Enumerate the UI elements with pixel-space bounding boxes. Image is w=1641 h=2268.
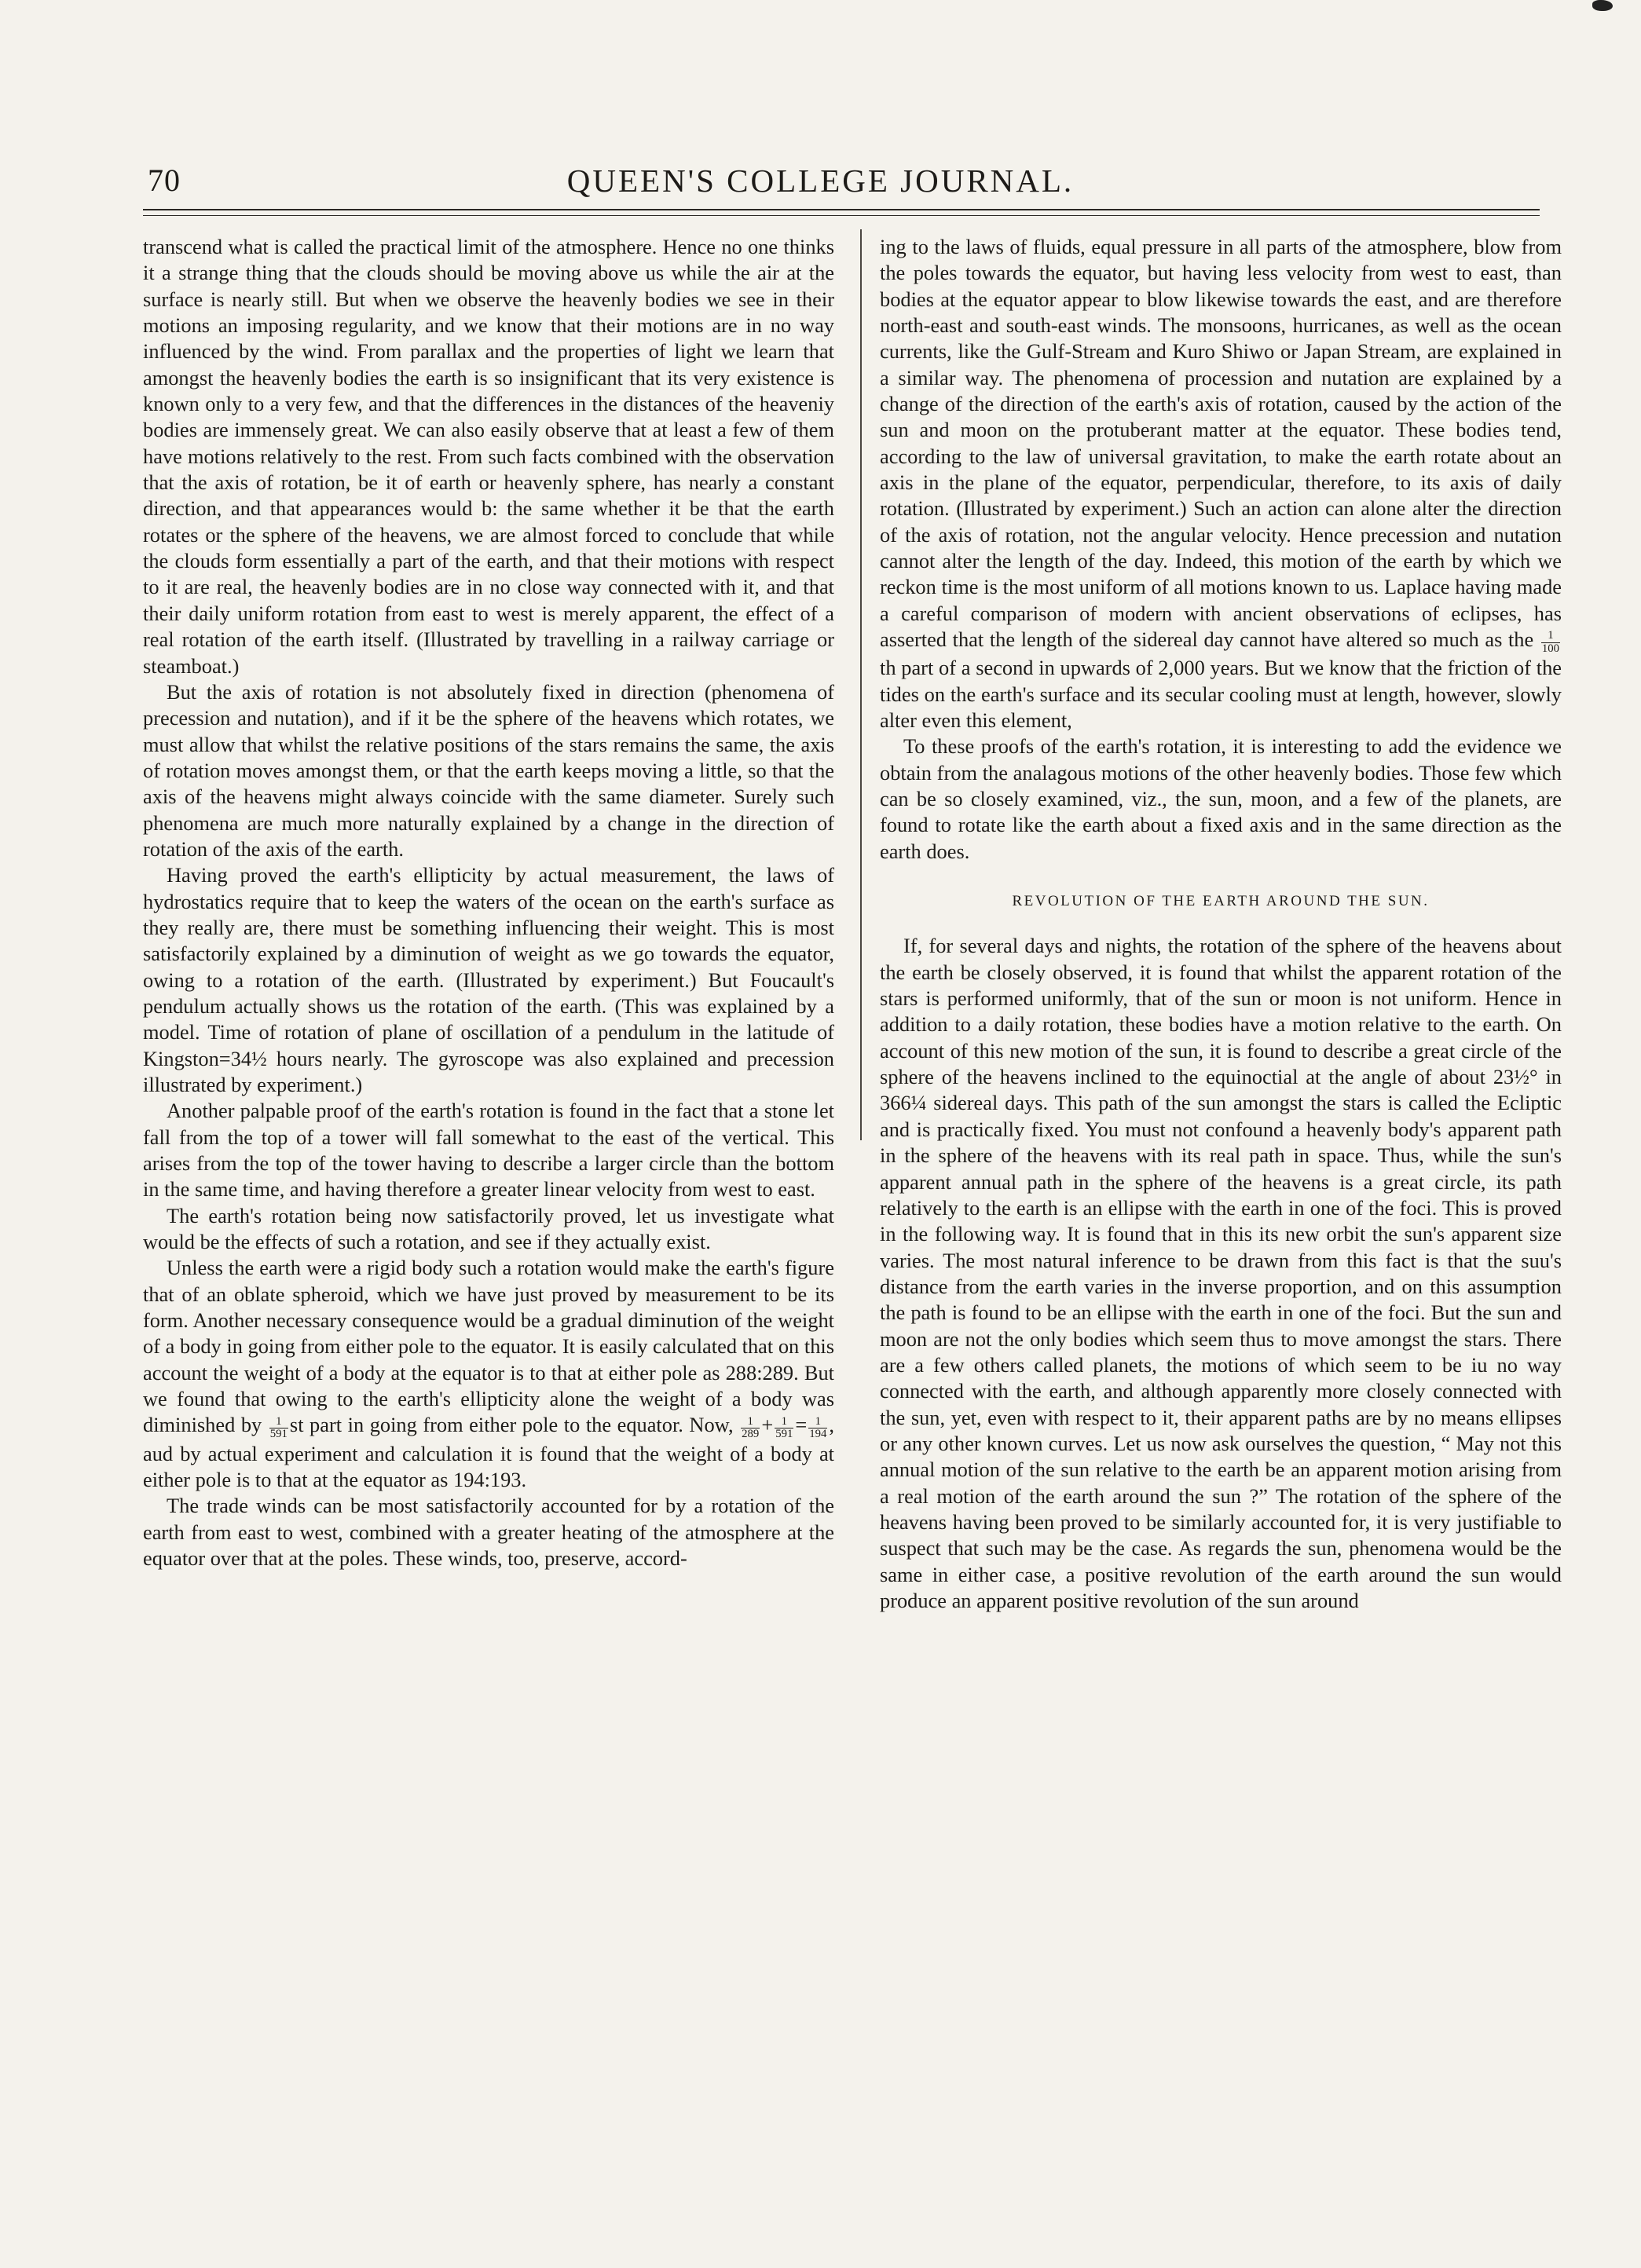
text-run: But the axis of rotation is not absolutely fixed in direction (phenomena of precession and nutation), and if it be the sphere of the heavens which rotates, we must allow that whilst the relative positions of the stars remains the same, the axis of rotation moves amongst them, or that the earth keeps moving a little, so that the axis of the heavens might always coincide with the same diameter. Surely such phenomena are much more naturally explained by a change in the direction of rotation of the axis of the earth.	[143, 679, 834, 861]
fraction-denominator: 591	[775, 1428, 793, 1441]
column-divider	[860, 229, 862, 1140]
fraction-numerator: 1	[808, 1416, 827, 1429]
text-run: Another palpable proof of the earth's rotation is found in the fact that a stone let fall from the top of a tower will fall somewhat to the east of the vertical. This arises from the top of the tower having to describe a larger circle than the bottom in the same time, and having therefore a greater linear velocity from west to east.	[143, 1099, 834, 1202]
ink-blot	[1592, 0, 1613, 11]
paragraph	[143, 679, 834, 862]
fraction-denominator: 194	[809, 1428, 827, 1441]
paragraph	[143, 1255, 834, 1493]
text-run: th part of a second in upwards of 2,000 years. But we know that the friction of the tides on the earth's surface and its secular cooling must at length, however, slowly alter even this element,	[880, 656, 1562, 732]
text-run: The earth's rotation being now satisfactorily proved, let us investigate what would be the effects of such a rotation, and see if they actually exist.	[143, 1203, 834, 1254]
text-run: transcend what is called the practical limit of the atmosphere. Hence no one thinks it a strange thing that the clouds should be moving above us while the air at the surface is nearly still. But when we observe the heavenly bodies we see in their motions an imposing regularity, and we know that their motions are in no way influenced by the wind. From parallax and the properties of light we learn that amongst the heavenly bodies the earth is so insignificant that its very existence is known only to a very few, and that the differences in the distances of the heaveniy bodies are immensely great. We can also easily observe that at least a few of them have motions relatively to the rest. From such facts combined with the observation that the axis of rotation, be it of earth or heavenly sphere, has nearly a constant direction, and that appearances would b: the same whether it be that the earth rotates or the sphere of the heavens, we are almost forced to conclude that while the clouds form essentially a part of the earth, and that their motions with respect to it are real, the heavenly bodies are in no close way connected with it, and that their daily uniform rotation from east to west is merely apparent, the effect of a real rotation of the earth itself. (Illustrated by travelling in a railway carriage or steamboat.)	[143, 235, 834, 678]
text-run: To these proofs of the earth's rotation, it is interesting to add the evidence we obtain from the analagous motions of the other heavenly bodies. Those few which can be so closely examined, viz., the sun, moon, and a few of the planets, are found to rotate like the earth about a fixed axis and in the same direction as the earth does.	[880, 734, 1562, 863]
text-run: Unless the earth were a rigid body such a rotation would make the earth's figure that of an oblate spheroid, which we have just proved by measurement to be its form. Another necessary consequence would be a gradual diminution of the weight of a body in going from either pole to the equator. It is easily calculated that on this account the weight of a body at the equator is to that at either pole as 288:289. But we found that owing to the earth's ellipticity alone the weight of a body was diminished by	[143, 1256, 834, 1437]
header-rule	[143, 209, 1540, 210]
fraction-numerator: 1	[775, 1416, 793, 1429]
paragraph	[143, 234, 834, 679]
text-run: st part in going from either pole to the equator. Now,	[289, 1413, 740, 1437]
paragraph	[143, 1098, 834, 1202]
paragraph	[143, 862, 834, 1098]
fraction-denominator: 100	[1541, 642, 1559, 655]
fraction-numerator: 1	[269, 1416, 288, 1429]
text-run: =	[795, 1413, 808, 1437]
fraction-numerator: 1	[1541, 630, 1560, 643]
journal-title: QUEEN'S COLLEGE JOURNAL.	[566, 163, 1075, 199]
paragraph	[880, 234, 1562, 733]
left-column	[143, 234, 834, 1571]
fraction-denominator: 591	[269, 1428, 288, 1441]
paragraph	[143, 1203, 834, 1256]
paragraph	[880, 733, 1562, 865]
paragraph	[880, 933, 1562, 1614]
paragraph	[143, 1493, 834, 1571]
fraction-numerator: 1	[741, 1416, 760, 1429]
text-run: ing to the laws of fluids, equal pressure in all parts of the atmosphere, blow from the poles towards the equator, but having less velocity from west to east, than bodies at the equator appear to blow likewise towards the east, and are therefore north-east and south-east winds. The monsoons, hurricanes, as well as the ocean currents, like the Gulf-Stream and Kuro Shiwo or Japan Stream, are explained in a similar way. The phenomena of procession and nutation are explained by a change of the direction of the earth's axis of rotation, caused by the action of the sun and moon on the protuberant matter at the equator. These bodies tend, according to the law of universal gravitation, to make the earth rotate about an axis in the plane of the equator, perpendicular, therefore, to its axis of daily rotation. (Illustrated by experiment.) Such an action can alone alter the direction of the axis of rotation, not the angular velocity. Hence precession and nutation cannot alter the length of the day. Indeed, this motion of the earth by which we reckon time is the most uniform of all motions known to us. Laplace having made a careful comparison of modern with ancient observations of eclipses, has asserted that the length of the sidereal day cannot have altered so much as the	[880, 235, 1562, 652]
fraction	[269, 1416, 288, 1441]
fraction	[741, 1416, 760, 1441]
text-run: The trade winds can be most satisfactorily accounted for by a rotation of the earth from east to west, combined with a greater heating of the atmosphere at the equator over that at the poles. These winds, too, preserve, accord-	[143, 1494, 834, 1570]
fraction	[808, 1416, 827, 1441]
text-run: +	[761, 1413, 774, 1437]
text-run: Having proved the earth's ellipticity by actual measurement, the laws of hydrostatics require that to keep the waters of the ocean on the earth's surface as they really are, there must be something influencing their weight. This is most satisfactorily explained by a diminution of weight as we go towards the equator, owing to a rotation of the earth. (Illustrated by experiment.) But Foucault's pendulum actually shows us the rotation of the earth. (This was explained by a model. Time of rotation of plane of oscillation of a pendulum in the latitude of Kingston=34½ hours nearly. The gyroscope was also explained and precession illustrated by experiment.)	[143, 863, 834, 1096]
page-number: 70	[148, 163, 181, 198]
text-run: , aud by actual experiment and calculation it is found that the weight of a body at either pole is to that at the equator as 194:193.	[143, 1413, 835, 1491]
section-heading: REVOLUTION OF THE EARTH AROUND THE SUN.	[1012, 893, 1430, 910]
text-run: If, for several days and nights, the rotation of the sphere of the heavens about the earth be closely observed, it is found that whilst the apparent rotation of the stars is performed uniformly, that of the sun or moon is not uniform. Hence in addition to a daily rotation, these bodies have a motion relative to the earth. On account of this new motion of the sun, it is found to describe a great circle of the sphere of the heavens inclined to the equinoctial at the angle of about 23½° in 366¼ sidereal days. This path of the sun amongst the stars is called the Ecliptic and is practically fixed. You must not confound a heavenly body's apparent path in the sphere of the heavens with its real path in space. Thus, while the sun's apparent annual path in the sphere of the heavens is a great circle, its path relatively to the earth is an ellipse with the earth in one of the foci. This is proved in the following way. It is found that in this its new orbit the sun's apparent size varies. The most natural inference to be drawn from this fact is that the suu's distance from the earth varies in the inverse proportion, and on this assumption the path is found to be an ellipse with the earth in one of the foci. But the sun and moon are not the only bodies which seem thus to move amongst the stars. There are a few others called planets, the motions of which seem to be iu no way connected with the earth, and although apparently more closely connected with the sun, yet, even with respect to it, their apparent paths are by no means ellipses or any other known curves. Let us now ask ourselves the question, “ May not this annual motion of the sun relative to the earth be an apparent motion arising from a real motion of the earth around the sun ?” The rotation of the sphere of the heavens having been proved to be similarly accounted for, it is very justifiable to suspect that such may be the case. As regards the sun, phenomena would be the same in either case, a positive revolution of the earth around the sun would produce an apparent positive revolution of the sun around	[880, 934, 1562, 1612]
header-rule-thin	[143, 215, 1540, 216]
fraction	[775, 1416, 793, 1441]
right-column	[880, 234, 1562, 1614]
fraction-denominator: 289	[742, 1428, 760, 1441]
fraction	[1541, 630, 1560, 655]
